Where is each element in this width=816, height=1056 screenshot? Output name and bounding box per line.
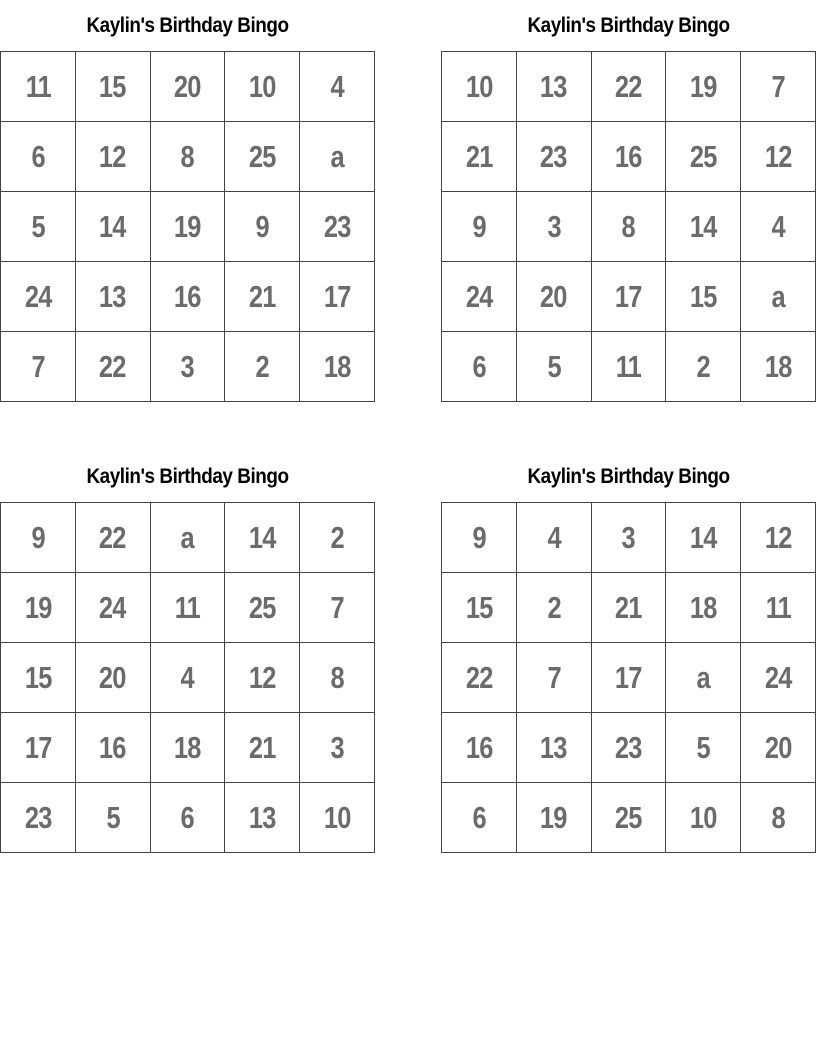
- bingo-cell-value: 19: [540, 799, 568, 835]
- bingo-cell-value: 7: [547, 659, 561, 695]
- bingo-cell-value: 25: [248, 589, 276, 625]
- bingo-cell-value: 3: [330, 729, 344, 765]
- bingo-cell: [666, 192, 741, 262]
- bingo-cell: [300, 52, 375, 122]
- bingo-cell-value: 5: [106, 799, 120, 835]
- bingo-cell: [75, 262, 150, 332]
- bingo-cell: [75, 192, 150, 262]
- bingo-cell-value: 8: [621, 208, 636, 244]
- bingo-cell: [591, 783, 666, 853]
- bingo-cell-value: 2: [330, 519, 344, 555]
- bingo-cell-value: 11: [174, 589, 201, 625]
- bingo-cell-value: 2: [547, 589, 561, 625]
- bingo-cell-value: 21: [248, 729, 276, 765]
- bingo-cell: [300, 643, 375, 713]
- bingo-cell-value: 13: [540, 729, 568, 765]
- bingo-cell: [300, 192, 375, 262]
- bingo-cell: [741, 52, 816, 122]
- bingo-row: [442, 122, 816, 192]
- bingo-cell: [225, 262, 300, 332]
- bingo-cell-value: 4: [771, 208, 785, 244]
- bingo-cell-value: 16: [174, 278, 201, 314]
- bingo-row: [1, 783, 375, 853]
- bingo-cell: [75, 713, 150, 783]
- bingo-row: [1, 713, 375, 783]
- bingo-cell: [591, 643, 666, 713]
- bingo-cell-value: 23: [323, 208, 351, 244]
- bingo-cell-value: 15: [689, 278, 717, 314]
- bingo-cell: [666, 713, 741, 783]
- bingo-cell-value: 9: [255, 208, 269, 244]
- bingo-cell: [741, 192, 816, 262]
- bingo-cell: [741, 713, 816, 783]
- bingo-cell-value: 18: [764, 348, 792, 384]
- bingo-cell: [1, 573, 76, 643]
- bingo-cell: [516, 713, 591, 783]
- bingo-row: [442, 332, 816, 402]
- bingo-row: [1, 332, 375, 402]
- bingo-row: [442, 573, 816, 643]
- bingo-cell-value: 14: [99, 208, 127, 244]
- bingo-cell: [516, 503, 591, 573]
- card-title: Kaylin's Birthday Bingo: [527, 14, 730, 37]
- bingo-cell: [1, 52, 76, 122]
- bingo-cell: [591, 713, 666, 783]
- bingo-cell-value: 13: [99, 278, 127, 314]
- bingo-cell-value: 3: [180, 348, 195, 384]
- bingo-cell-value: 11: [25, 68, 51, 104]
- card-title: Kaylin's Birthday Bingo: [527, 465, 730, 488]
- bingo-cell: [741, 573, 816, 643]
- bingo-cell-value: 17: [615, 278, 642, 314]
- bingo-cell-value: 8: [771, 799, 785, 835]
- bingo-cell: [75, 643, 150, 713]
- bingo-cell: [442, 573, 517, 643]
- bingo-cell-value: 15: [24, 659, 52, 695]
- bingo-cell-value: 17: [24, 729, 52, 765]
- bingo-cell: [150, 332, 225, 402]
- bingo-cell-value: 2: [255, 348, 269, 384]
- bingo-cell-value: 22: [465, 659, 493, 695]
- bingo-cell-value: 4: [180, 659, 195, 695]
- bingo-cell: [591, 192, 666, 262]
- bingo-row: [1, 643, 375, 713]
- bingo-cell-value: 24: [24, 278, 52, 314]
- bingo-cell-value: 7: [771, 68, 785, 104]
- bingo-cell: [75, 783, 150, 853]
- bingo-cell-value: 2: [696, 348, 710, 384]
- bingo-cell-value: 20: [540, 278, 568, 314]
- bingo-cell-value: 4: [330, 68, 344, 104]
- bingo-cell: [666, 52, 741, 122]
- bingo-cell: [225, 573, 300, 643]
- bingo-cell-value: 13: [248, 799, 276, 835]
- bingo-grid: [441, 51, 816, 402]
- bingo-cell: [300, 262, 375, 332]
- bingo-cell: [516, 332, 591, 402]
- bingo-cell-value: 10: [689, 799, 717, 835]
- bingo-row: [1, 122, 375, 192]
- bingo-cell-value: 18: [689, 589, 717, 625]
- bingo-cell: [75, 122, 150, 192]
- bingo-cell-value: 15: [465, 589, 493, 625]
- bingo-cell-value: 16: [465, 729, 493, 765]
- bingo-cell: [150, 52, 225, 122]
- bingo-cell: [1, 122, 76, 192]
- bingo-cell: [741, 503, 816, 573]
- bingo-row: [1, 52, 375, 122]
- bingo-cell-value: 23: [540, 138, 568, 174]
- bingo-cell-value: 4: [547, 519, 561, 555]
- bingo-cell-value: 12: [764, 519, 792, 555]
- bingo-cell-value: 11: [615, 348, 642, 384]
- bingo-cell: [741, 783, 816, 853]
- bingo-cell: [150, 643, 225, 713]
- bingo-cell: [75, 52, 150, 122]
- card-title: Kaylin's Birthday Bingo: [86, 465, 289, 488]
- bingo-cell: [150, 503, 225, 573]
- bingo-cell-value: 25: [615, 799, 642, 835]
- bingo-cell: [516, 573, 591, 643]
- bingo-cell-value: 10: [323, 799, 351, 835]
- bingo-cell: [75, 503, 150, 573]
- bingo-cell: [741, 122, 816, 192]
- bingo-cell: [1, 332, 76, 402]
- bingo-cell-value: 14: [689, 208, 717, 244]
- bingo-cell: [300, 713, 375, 783]
- bingo-row: [1, 192, 375, 262]
- bingo-row: [442, 503, 816, 573]
- bingo-cell-value: 18: [174, 729, 201, 765]
- bingo-cell-value: 6: [180, 799, 195, 835]
- bingo-cell-value: 16: [99, 729, 127, 765]
- bingo-cell: [666, 332, 741, 402]
- bingo-cell: [442, 52, 517, 122]
- bingo-cell: [442, 503, 517, 573]
- bingo-cell-value: 22: [99, 348, 127, 384]
- bingo-cell: [1, 262, 76, 332]
- bingo-cell-value: 11: [765, 589, 791, 625]
- bingo-cell: [75, 573, 150, 643]
- bingo-cell-value: 20: [174, 68, 201, 104]
- bingo-row: [1, 573, 375, 643]
- bingo-cell: [1, 643, 76, 713]
- bingo-row: [442, 192, 816, 262]
- bingo-cell: [591, 122, 666, 192]
- bingo-cell: [442, 122, 517, 192]
- bingo-cell: [225, 713, 300, 783]
- bingo-cell-value: 8: [180, 138, 195, 174]
- bingo-cell-value: 3: [547, 208, 561, 244]
- bingo-cell-value: 9: [472, 208, 486, 244]
- bingo-cell: [1, 713, 76, 783]
- bingo-cell-value: a: [180, 519, 195, 555]
- bingo-cell: [300, 332, 375, 402]
- bingo-cell: [225, 192, 300, 262]
- bingo-cell-value: 21: [465, 138, 493, 174]
- bingo-cell: [442, 262, 517, 332]
- bingo-cell-value: 19: [24, 589, 52, 625]
- card-title: Kaylin's Birthday Bingo: [86, 14, 289, 37]
- bingo-cell-value: 23: [24, 799, 52, 835]
- bingo-cell-value: 15: [99, 68, 127, 104]
- bingo-cell: [225, 643, 300, 713]
- bingo-cell-value: 16: [615, 138, 642, 174]
- bingo-cell-value: 19: [174, 208, 201, 244]
- bingo-cell: [225, 52, 300, 122]
- bingo-cell-value: 21: [248, 278, 276, 314]
- bingo-cell-value: 13: [540, 68, 568, 104]
- bingo-cell: [225, 122, 300, 192]
- bingo-cell-value: 6: [472, 348, 486, 384]
- bingo-cell: [1, 192, 76, 262]
- bingo-cell-value: 7: [31, 348, 45, 384]
- bingo-cell: [516, 192, 591, 262]
- bingo-cell: [591, 503, 666, 573]
- bingo-cell-value: 3: [621, 519, 636, 555]
- bingo-cell: [150, 262, 225, 332]
- bingo-row: [442, 643, 816, 713]
- bingo-cell-value: 9: [31, 519, 45, 555]
- bingo-cell-value: 10: [465, 68, 493, 104]
- bingo-cell-value: 21: [615, 589, 642, 625]
- bingo-cell-value: a: [330, 138, 344, 174]
- bingo-cell: [516, 262, 591, 332]
- bingo-cell: [300, 783, 375, 853]
- bingo-cell: [741, 262, 816, 332]
- bingo-cell-value: 5: [31, 208, 45, 244]
- bingo-cell-value: 24: [99, 589, 127, 625]
- bingo-cell: [442, 332, 517, 402]
- bingo-cell: [666, 643, 741, 713]
- bingo-cell: [741, 643, 816, 713]
- bingo-cell-value: 14: [689, 519, 717, 555]
- bingo-cell-value: 25: [689, 138, 717, 174]
- bingo-cell-value: 5: [696, 729, 710, 765]
- bingo-cell-value: a: [771, 278, 785, 314]
- bingo-cell-value: 17: [615, 659, 642, 695]
- bingo-cell: [591, 262, 666, 332]
- bingo-cell: [150, 192, 225, 262]
- bingo-cell: [225, 503, 300, 573]
- bingo-cell: [516, 643, 591, 713]
- bingo-cell: [591, 52, 666, 122]
- bingo-cell-value: 22: [615, 68, 642, 104]
- bingo-cell: [225, 783, 300, 853]
- bingo-cell: [150, 573, 225, 643]
- bingo-cell-value: 6: [31, 138, 45, 174]
- bingo-cell: [1, 503, 76, 573]
- bingo-cell-value: 25: [248, 138, 276, 174]
- bingo-cell: [666, 503, 741, 573]
- bingo-cell-value: 24: [764, 659, 792, 695]
- bingo-cell-value: 24: [465, 278, 493, 314]
- bingo-row: [442, 262, 816, 332]
- bingo-row: [1, 262, 375, 332]
- bingo-cell: [442, 643, 517, 713]
- bingo-cell-value: 19: [689, 68, 717, 104]
- bingo-cell-value: 8: [330, 659, 344, 695]
- bingo-cell: [741, 332, 816, 402]
- bingo-cell: [225, 332, 300, 402]
- bingo-cell: [150, 783, 225, 853]
- bingo-cell: [666, 262, 741, 332]
- bingo-cell-value: 5: [547, 348, 561, 384]
- bingo-grid: [0, 502, 375, 853]
- bingo-cell-value: 18: [323, 348, 351, 384]
- bingo-row: [442, 783, 816, 853]
- bingo-cell-value: 22: [99, 519, 127, 555]
- bingo-cell-value: 23: [615, 729, 642, 765]
- bingo-cell-value: 12: [248, 659, 276, 695]
- bingo-row: [442, 713, 816, 783]
- bingo-cell: [442, 192, 517, 262]
- bingo-cell: [516, 122, 591, 192]
- bingo-row: [442, 52, 816, 122]
- bingo-grid: [441, 502, 816, 853]
- bingo-cell: [666, 122, 741, 192]
- bingo-cell: [666, 573, 741, 643]
- bingo-cell-value: 7: [330, 589, 344, 625]
- bingo-grid: [0, 51, 375, 402]
- bingo-cell: [150, 122, 225, 192]
- bingo-cell: [591, 332, 666, 402]
- bingo-cell: [442, 713, 517, 783]
- bingo-cell: [300, 122, 375, 192]
- bingo-cell: [516, 783, 591, 853]
- bingo-cell-value: 9: [472, 519, 486, 555]
- bingo-cell: [150, 713, 225, 783]
- bingo-cell-value: 14: [248, 519, 276, 555]
- bingo-cell: [300, 573, 375, 643]
- bingo-cell: [300, 503, 375, 573]
- bingo-cell: [75, 332, 150, 402]
- bingo-cell-value: 17: [323, 278, 351, 314]
- bingo-cell-value: a: [696, 659, 710, 695]
- bingo-cell: [1, 783, 76, 853]
- bingo-cell-value: 6: [472, 799, 486, 835]
- bingo-cell-value: 10: [248, 68, 276, 104]
- bingo-cell-value: 20: [99, 659, 127, 695]
- bingo-cell: [591, 573, 666, 643]
- bingo-cell-value: 12: [99, 138, 127, 174]
- bingo-cell: [442, 783, 517, 853]
- bingo-cell-value: 12: [764, 138, 792, 174]
- bingo-cell-value: 20: [764, 729, 792, 765]
- bingo-row: [1, 503, 375, 573]
- bingo-cell: [666, 783, 741, 853]
- bingo-cell: [516, 52, 591, 122]
